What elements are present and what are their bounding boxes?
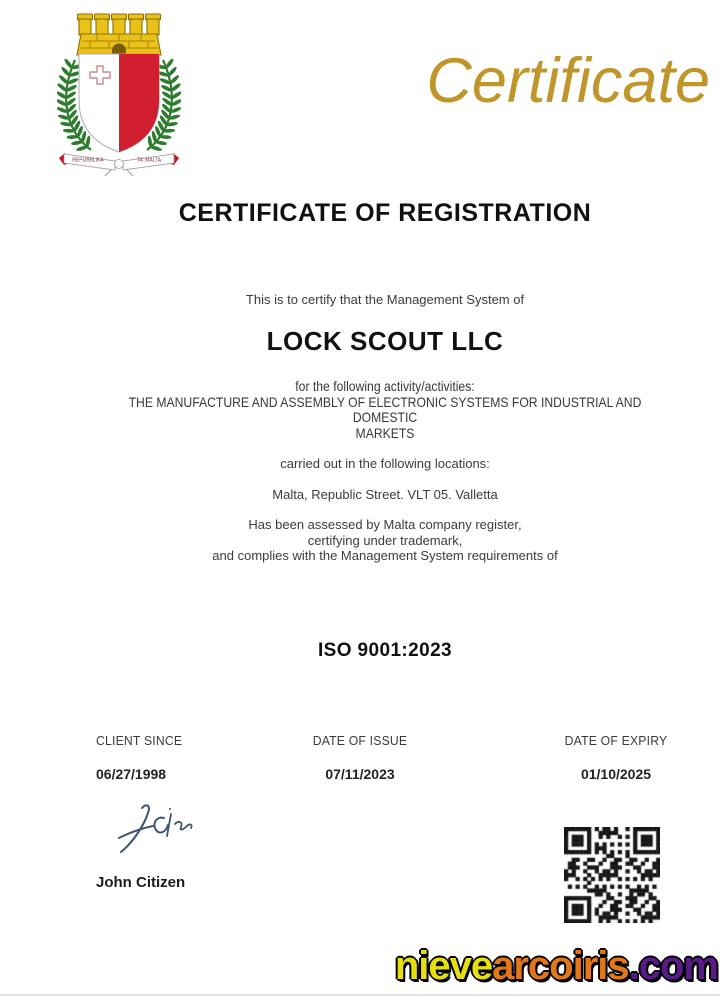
activity-line: MARKETS (355, 424, 415, 441)
activity-line: DOMESTIC (352, 409, 418, 425)
date-of-expiry-value: 01/10/2025 (580, 766, 652, 782)
date-of-expiry-label: DATE OF EXPIRY (564, 733, 668, 748)
registration-heading: CERTIFICATE OF REGISTRATION (178, 199, 592, 227)
date-of-issue-value: 07/11/2023 (325, 766, 395, 782)
qr-code (564, 827, 660, 923)
watermark-site-name (395, 944, 718, 989)
client-since-label: CLIENT SINCE (96, 733, 183, 748)
certify-line: This is to certify that the Management System of (245, 292, 525, 307)
page-bottom-divider (0, 994, 720, 996)
date-of-expiry-column (516, 733, 716, 782)
activity-intro: for the following activity/activities: (295, 378, 475, 394)
assessment-block (50, 517, 720, 564)
company-name: LOCK SCOUT LLC (266, 326, 504, 356)
activity-line: THE MANUFACTURE AND ASSEMBLY OF ELECTRONIC SYSTEMS FOR INDUSTRIAL AND (128, 393, 642, 410)
watermark-part-1: nieve (394, 944, 493, 988)
client-since-value: 06/27/1998 (96, 766, 167, 782)
watermark-part-3: .com (628, 944, 718, 988)
signature-icon (112, 801, 194, 857)
certificate-banner-title: Certificate (426, 46, 710, 116)
motto-left-text: REPUBBLIKA (72, 157, 104, 164)
activity-block (94, 379, 677, 441)
locations-intro: carried out in the following locations: (280, 456, 490, 471)
assessment-line: and complies with the Management System requirements of (212, 548, 558, 563)
assessment-line: certifying under trademark, (307, 532, 463, 548)
iso-standard: ISO 9001:2023 (317, 640, 453, 661)
client-since-column (96, 733, 188, 782)
watermark-part-2: arcoiris (492, 944, 629, 988)
date-of-issue-column (260, 733, 460, 782)
location-line: Malta, Republic Street. VLT 05. Valletta (272, 487, 498, 502)
motto-right-text: TA' MALTA (136, 157, 162, 164)
assessment-line: Has been assessed by Malta company register, (248, 517, 522, 532)
date-of-issue-label: DATE OF ISSUE (312, 733, 408, 748)
signer-name: John Citizen (96, 874, 186, 891)
